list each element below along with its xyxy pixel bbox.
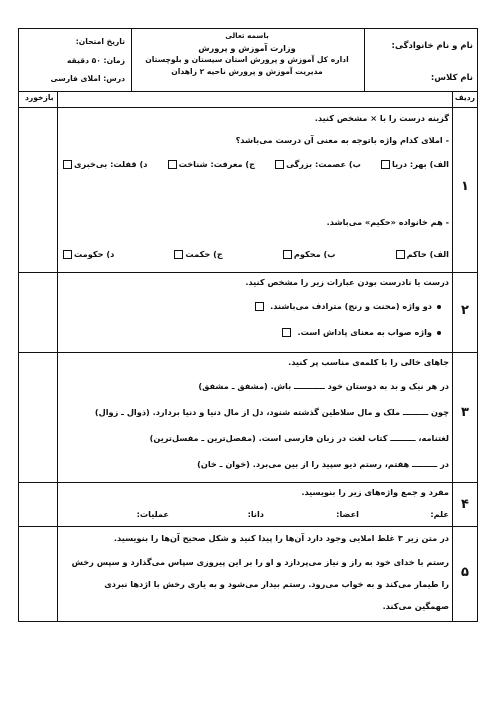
basmala: باسمه تعالی xyxy=(225,31,269,40)
fill-blank-line: در ـــــــــ هفتم، رستم دیو سپید را از بین می‌برد. (خوان ـ خان) xyxy=(197,459,449,469)
options-row xyxy=(61,249,449,259)
bullet-icon xyxy=(437,331,441,335)
question-content xyxy=(61,273,449,352)
question-instruction: مفرد و جمع واژه‌های زیر را بنویسید. xyxy=(301,487,449,497)
question-1 xyxy=(19,107,477,273)
checkbox[interactable] xyxy=(255,302,264,311)
fill-blank-line: در هر نیک و بد به دوستان خود ـــــــــــ باش. (مشفق ـ مشفق) xyxy=(198,381,449,391)
exam-subject: درس: املای فارسی xyxy=(50,74,125,83)
question-content xyxy=(61,353,449,482)
passage-line: رستم با خدای خود به راز و نیاز می‌پردازد و او را بر این پیروزی سپاس می‌گذارد و سپس رخش xyxy=(71,557,449,567)
question-content xyxy=(61,483,449,526)
option-item: ب) محکوم xyxy=(281,249,336,259)
option-item: ج) حکمت xyxy=(172,249,222,259)
ministry-name: وزارت آموزش و پرورش xyxy=(198,43,296,53)
passage-line: را طیمار می‌کند و به خواب می‌رود. رستم بیدار می‌شود و به یاری رخش با اژدها نبردی xyxy=(104,579,449,589)
question-instruction: جاهای خالی را با کلمه‌ی مناسب پر کنید. xyxy=(288,357,449,367)
options-row xyxy=(61,159,449,169)
option-item: د) حکومت xyxy=(61,249,114,259)
header-title-block xyxy=(129,29,365,92)
row-column-label: ردیف xyxy=(454,93,475,102)
checkbox[interactable] xyxy=(283,250,292,259)
checkbox[interactable] xyxy=(396,250,405,259)
question-instruction: درست یا نادرست بودن عبارات زیر را مشخص کنید. xyxy=(245,277,449,287)
exam-duration: زمان: ۵۰ دقیقه xyxy=(66,56,125,65)
option-item: الف) حاکم xyxy=(394,249,449,259)
question-instruction: گزینه درست را با × مشخص کنید. xyxy=(314,113,449,123)
statement-item: دو واژه (محنت و رنج) مترادف می‌باشند. xyxy=(253,301,441,311)
student-name-label: نام و نام خانوادگی: xyxy=(391,41,473,51)
question-number: ۳ xyxy=(461,405,469,420)
question-content xyxy=(23,527,449,621)
option-item: ب) عصمت: بزرگی xyxy=(273,159,361,169)
word-item: عملیات: xyxy=(136,509,169,519)
question-number: ۵ xyxy=(461,565,469,580)
exam-date-label: تاریخ امتحان: xyxy=(75,37,125,46)
statement-item: واژه صواب به معنای پاداش است. xyxy=(280,327,441,337)
question-3 xyxy=(19,353,477,483)
question-number: ۴ xyxy=(461,497,469,512)
checkbox[interactable] xyxy=(282,328,291,337)
option-item: ج) معرفت: شناخت xyxy=(166,159,255,169)
question-4 xyxy=(19,483,477,527)
question-text: - املای کدام واژه باتوجه به معنی آن درست می‌باشد؟ xyxy=(235,135,449,145)
question-content xyxy=(61,107,449,272)
class-label: نام کلاس: xyxy=(430,73,473,83)
exam-info xyxy=(19,29,132,91)
fill-blank-line: چون ـــــــــ ملک و مال سلاطین گذشته شنود، دل از مال دنیا و دنیا بردارد. (ذوال ـ زوال) xyxy=(94,407,449,417)
passage-line: صهمگین می‌کند. xyxy=(382,601,449,611)
question-instruction: در متن زیر ۳ غلط املایی وجود دارد آن‌ها را پیدا کنید و شکل صحیح آن‌ها را بنویسید. xyxy=(113,533,449,543)
checkbox[interactable] xyxy=(168,160,177,169)
checkbox[interactable] xyxy=(381,160,390,169)
general-office: اداره کل آموزش و پرورش استان سیستان و بلوچستان xyxy=(145,55,349,64)
word-item: علم: xyxy=(430,509,449,519)
bullet-icon xyxy=(437,305,441,309)
exam-sheet xyxy=(18,28,478,622)
question-number: ۲ xyxy=(461,303,469,318)
checkbox[interactable] xyxy=(63,160,72,169)
student-info xyxy=(364,29,477,91)
question-2 xyxy=(19,273,477,353)
fill-blank-line: لغتنامه، ـــــــــ کتاب لغت در زبان فارسی است. (مفصل‌ترین ـ مفسل‌ترین) xyxy=(149,433,449,443)
question-5 xyxy=(19,527,477,621)
exam-header xyxy=(19,29,477,92)
word-item: اعضا: xyxy=(336,509,359,519)
column-header xyxy=(19,91,477,108)
checkbox[interactable] xyxy=(63,250,72,259)
checkbox[interactable] xyxy=(174,250,183,259)
district-office: مدیریت آموزش و پرورش ناحیه ۲ زاهدان xyxy=(171,67,323,76)
feedback-column-label: بازخورد xyxy=(25,93,54,102)
option-item: الف) بهر: دریا xyxy=(379,159,449,169)
word-item: دانا: xyxy=(247,509,264,519)
option-item: د) قفلت: بی‌خبری xyxy=(61,159,147,169)
question-number: ۱ xyxy=(461,179,469,194)
checkbox[interactable] xyxy=(275,160,284,169)
question-text: - هم خانواده «حکیم» می‌باشد. xyxy=(326,217,449,227)
